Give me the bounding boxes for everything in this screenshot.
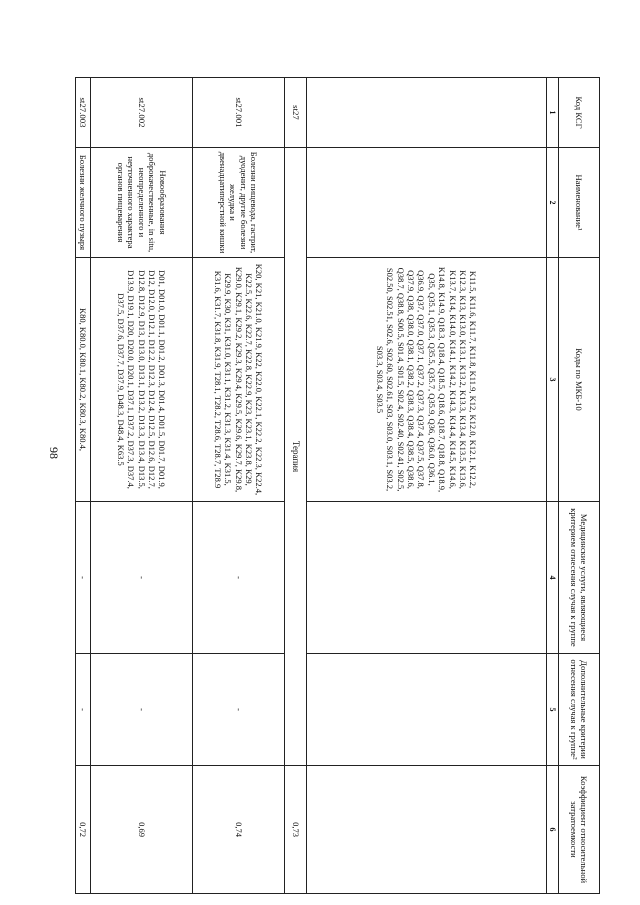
header-name: Наименование¹ xyxy=(559,148,600,258)
col-number: 2 xyxy=(547,148,559,258)
header-criteria: Дополнительные критерии отнесения случая к группе² xyxy=(559,654,600,766)
icd-codes-cell: D01, D01.0, D01.1, D01.2, D01.3, D01.4, D01.5, D01.7, D01.9, D12, D12.0, D12.1, D12.2, D12.3, D12.4, D12.5, D12.6, D12.7, D12.8, D12.9, D13, D13.0, D13.1, D13.2, D13.3, D13.4, D13.5, D13.9, D19.1, D20, D20.0, D20.1, D37.1, D37.2, D37.3, D37.4, D37.5, D37.6, D37.7, D37.9, D48.3, D48.4, K63.5 xyxy=(91,258,193,502)
table-cell xyxy=(307,78,547,148)
ksg-name: Болезни желчного пузыря xyxy=(75,148,90,258)
col-number: 3 xyxy=(547,258,559,502)
rotated-document xyxy=(80,77,600,893)
services-cell: - xyxy=(193,502,285,654)
column-number-row xyxy=(547,78,559,894)
criteria-cell: - xyxy=(75,654,90,766)
header-row xyxy=(559,78,600,894)
ksg-name: Болезни пищевода, гастрит, дуоденит, другие болезни желудка и двенадцатиперстной кишки xyxy=(193,148,285,258)
ksg-name: Новообразования доброкачественные, in situ, неопределенного и неуточненного характера органов пищеварения xyxy=(91,148,193,258)
col-number: 1 xyxy=(547,78,559,148)
section-coefficient: 0,73 xyxy=(285,766,307,894)
criteria-cell: - xyxy=(91,654,193,766)
section-row xyxy=(285,78,307,894)
ksg-code: st27.003 xyxy=(75,78,90,148)
col-number: 5 xyxy=(547,654,559,766)
services-cell: - xyxy=(75,502,90,654)
table-row xyxy=(91,78,193,894)
icd-codes-cell: K80, K80.0, K80.1, K80.2, K80.3, K80.4, xyxy=(75,258,90,502)
header-coefficient: Коэффициент относительной затратоемкости xyxy=(559,766,600,894)
page-number: 98 xyxy=(47,447,61,459)
continuation-row xyxy=(307,78,547,894)
table-row xyxy=(193,78,285,894)
coefficient-cell: 0,72 xyxy=(75,766,90,894)
ksg-code: st27.002 xyxy=(91,78,193,148)
table-cell xyxy=(307,148,547,258)
header-services: Медицинские услуги, являющиеся критерием отнесения случая к группе xyxy=(559,502,600,654)
coefficient-cell: 0,69 xyxy=(91,766,193,894)
table-cell xyxy=(307,766,547,894)
col-number: 6 xyxy=(547,766,559,894)
ksg-table xyxy=(75,77,600,894)
section-code: st27 xyxy=(285,78,307,148)
header-ksg-code: Код КСГ xyxy=(559,78,600,148)
header-icd-codes: Коды по МКБ-10 xyxy=(559,258,600,502)
col-number: 4 xyxy=(547,502,559,654)
icd-codes-cell: K11.5, K11.6, K11.7, K11.8, K11.9, K12, K12.0, K12.1, K12.2, K12.3, K13, K13.0, K13.1, K13.2, K13.3, K13.4, K13.5, K13.6, K13.7, K14, K14.0, K14.1, K14.2, K14.3, K14.4, K14.5, K14.6, K14.8, K14.9, Q18.3, Q18.4, Q18.5, Q18.6, Q18.7, Q18.8, Q18.9, Q35, Q35.1, Q35.3, Q35.5, Q35.7, Q35.9, Q36, Q36.0, Q36.1, Q36.9, Q37, Q37.0, Q37.1, Q37.2, Q37.3, Q37.4, Q37.5, Q37.8, Q37.9, Q38, Q38.0, Q38.1, Q38.2, Q38.3, Q38.4, Q38.5, Q38.6, Q38.7, Q38.8, S00.5, S01.4, S01.5, S02.4, S02.40, S02.41, S02.5, S02.50, S02.51, S02.6, S02.60, S02.61, S03, S03.0, S03.1, S03.2, S03.3, S03.4, S03.5 xyxy=(307,258,547,502)
table-cell xyxy=(307,502,547,654)
table-cell xyxy=(307,654,547,766)
ksg-code: st27.001 xyxy=(193,78,285,148)
table-row xyxy=(75,78,90,894)
criteria-cell: - xyxy=(193,654,285,766)
icd-codes-cell: K20, K21, K21.0, K21.9, K22, K22.0, K22.1, K22.2, K22.3, K22.4, K22.5, K22.6, K22.7, K22.8, K22.9, K23, K23.1, K23.8, K29, K29.0, K29.1, K29.2, K29.3, K29.4, K29.5, K29.6, K29.7, K29.8, K29.9, K30, K31, K31.0, K31.1, K31.2, K31.3, K31.4, K31.5, K31.6, K31.7, K31.8, K31.9, T28.1, T28.2, T28.6, T28.7, T28.9 xyxy=(193,258,285,502)
services-cell: - xyxy=(91,502,193,654)
coefficient-cell: 0,74 xyxy=(193,766,285,894)
section-title: Терапия xyxy=(285,148,307,766)
